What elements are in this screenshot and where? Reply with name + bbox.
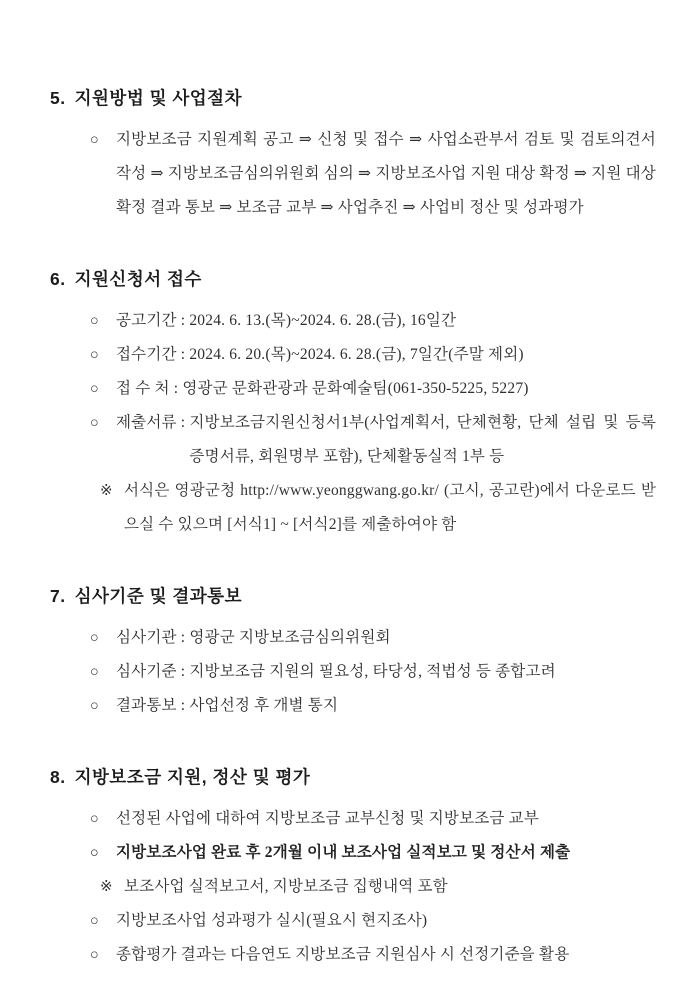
item-text: 지방보조사업 성과평가 실시(필요시 현지조사) xyxy=(116,912,428,929)
bullet-item-review-criteria xyxy=(90,655,656,689)
section-number: 8. xyxy=(50,767,66,787)
bullet-item-result-notice xyxy=(90,689,656,723)
circle-bullet-icon: ○ xyxy=(90,347,99,363)
section-number: 5. xyxy=(50,88,66,108)
circle-bullet-icon: ○ xyxy=(90,415,99,431)
bullet-item-settlement-report xyxy=(90,836,656,870)
bullet-item-receipt-place xyxy=(90,372,656,406)
item-label: 결과통보 : xyxy=(116,697,190,714)
circle-bullet-icon: ○ xyxy=(90,913,99,929)
circle-bullet-icon: ○ xyxy=(90,313,99,329)
item-text: 지방보조금 지원계획 공고 ⇒ 신청 및 접수 ⇒ 사업소관부서 검토 및 검토의견서 작성 ⇒ 지방보조금심의위원회 심의 ⇒ 지방보조사업 지원 대상 확정 ⇒ 지원 대상 확정 결과 통보 ⇒ 보조금 교부 ⇒ 사업추진 ⇒ 사업비 정산 및 성과평가 xyxy=(116,131,656,216)
circle-bullet-icon: ○ xyxy=(90,845,99,861)
section-number: 6. xyxy=(50,269,66,289)
item-text: 종합평가 결과는 다음연도 지방보조금 지원심사 시 선정기준을 활용 xyxy=(116,946,570,963)
item-label: 공고기간 : xyxy=(116,312,190,329)
section-support-method xyxy=(50,86,656,225)
bullet-item-performance-evaluation xyxy=(90,904,656,938)
reference-mark-icon: ※ xyxy=(100,483,113,499)
item-text: 영광군 문화관광과 문화예술팀(061-350-5225, 5227) xyxy=(182,380,529,397)
section-heading xyxy=(50,765,656,789)
item-label: 심사기관 : xyxy=(116,629,190,646)
note-item-forms-download xyxy=(100,474,656,542)
item-text: 보조사업 실적보고서, 지방보조금 집행내역 포함 xyxy=(124,878,448,895)
circle-bullet-icon: ○ xyxy=(90,630,99,646)
item-text: 서식은 영광군청 http://www.yeonggwang.go.kr/ (고시, 공고란)에서 다운로드 받으실 수 있으며 [서식1] ~ [서식2]를 제출하여야 함 xyxy=(124,482,656,533)
note-item-report-contents xyxy=(100,870,656,904)
section-title: 심사기준 및 결과통보 xyxy=(74,586,242,606)
reference-mark-icon: ※ xyxy=(100,879,113,895)
item-text: 영광군 지방보조금심의위원회 xyxy=(189,629,391,646)
circle-bullet-icon: ○ xyxy=(90,698,99,714)
item-label: 제출서류 : xyxy=(116,414,190,431)
circle-bullet-icon: ○ xyxy=(90,811,99,827)
item-label: 심사기준 : xyxy=(116,663,190,680)
item-text: 2024. 6. 13.(목)~2024. 6. 28.(금), 16일간 xyxy=(189,312,457,329)
section-settlement-evaluation xyxy=(50,765,656,972)
bullet-item-notice-period xyxy=(90,304,656,338)
bullet-item-review-agency xyxy=(90,621,656,655)
bullet-item xyxy=(90,123,656,225)
section-heading xyxy=(50,584,656,608)
item-text: 사업선정 후 개별 통지 xyxy=(189,697,339,714)
item-text: 2024. 6. 20.(목)~2024. 6. 28.(금), 7일간(주말 제외) xyxy=(189,346,524,363)
item-text: 지방보조금 지원의 필요성, 타당성, 적법성 등 종합고려 xyxy=(189,663,556,680)
section-number: 7. xyxy=(50,586,66,606)
item-text: 지방보조사업 완료 후 2개월 이내 보조사업 실적보고 및 정산서 제출 xyxy=(116,844,571,861)
bullet-item-grant-application xyxy=(90,802,656,836)
bullet-item-overall-evaluation xyxy=(90,938,656,972)
section-title: 지원방법 및 사업절차 xyxy=(74,88,242,108)
section-heading xyxy=(50,267,656,291)
circle-bullet-icon: ○ xyxy=(90,664,99,680)
circle-bullet-icon: ○ xyxy=(90,381,99,397)
item-text: 선정된 사업에 대하여 지방보조금 교부신청 및 지방보조금 교부 xyxy=(116,810,540,827)
circle-bullet-icon: ○ xyxy=(90,947,99,963)
circle-bullet-icon: ○ xyxy=(90,132,99,148)
section-heading xyxy=(50,86,656,110)
item-label: 접수기간 : xyxy=(116,346,190,363)
section-review-criteria xyxy=(50,584,656,723)
item-text: 지방보조금지원신청서1부(사업계획서, 단체현황, 단체 설립 및 등록 증명서류, 회원명부 포함), 단체활동실적 1부 등 xyxy=(189,414,656,465)
item-label: 접 수 처 : xyxy=(116,380,183,397)
section-application-receipt xyxy=(50,267,656,542)
section-title: 지원신청서 접수 xyxy=(74,269,202,289)
bullet-item-documents xyxy=(90,406,656,474)
section-title: 지방보조금 지원, 정산 및 평가 xyxy=(74,767,311,787)
bullet-item-receipt-period xyxy=(90,338,656,372)
